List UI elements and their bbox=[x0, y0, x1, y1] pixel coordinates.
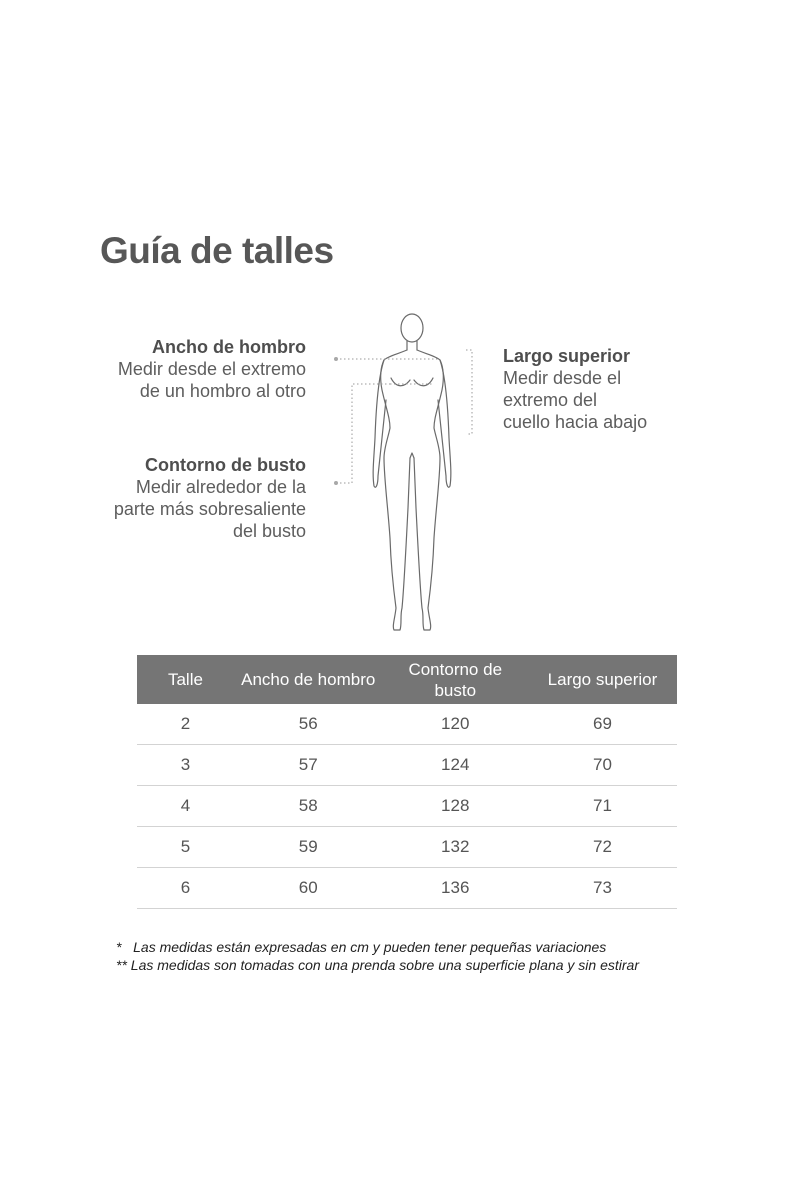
bust-text-line: Medir alrededor de la bbox=[135, 477, 306, 497]
cell-bust: 132 bbox=[383, 827, 528, 868]
cell-size: 4 bbox=[137, 786, 234, 827]
page-title: Guía de talles bbox=[100, 230, 334, 271]
cell-bust: 136 bbox=[383, 868, 528, 909]
footnote: ** Las medidas son tomadas con una prenda sobre una superficie plana y sin estirar bbox=[116, 957, 639, 973]
top-length-text-line: extremo del bbox=[503, 390, 598, 410]
footnotes bbox=[116, 938, 639, 974]
header-top-length: Largo superior bbox=[528, 655, 677, 704]
bust-text-line: del busto bbox=[232, 521, 306, 541]
table-row bbox=[137, 704, 677, 745]
bust-text-line: parte más sobresaliente bbox=[113, 499, 306, 519]
table-row bbox=[137, 786, 677, 827]
figure-head bbox=[401, 314, 423, 342]
top-length-text-line: Medir desde el bbox=[503, 368, 622, 388]
header-size: Talle bbox=[137, 655, 234, 704]
cell-top-length: 70 bbox=[528, 745, 677, 786]
cell-size: 2 bbox=[137, 704, 234, 745]
shoulder-width-text-line: Medir desde el extremo bbox=[117, 359, 306, 379]
cell-bust: 128 bbox=[383, 786, 528, 827]
shoulder-measure-dot bbox=[334, 357, 338, 361]
header-shoulder-width: Ancho de hombro bbox=[234, 655, 383, 704]
cell-bust: 124 bbox=[383, 745, 528, 786]
length-bracket-line bbox=[466, 350, 472, 434]
cell-size: 5 bbox=[137, 827, 234, 868]
cell-size: 3 bbox=[137, 745, 234, 786]
shoulder-width-annotation bbox=[60, 336, 306, 402]
table-header-row bbox=[137, 655, 677, 704]
top-length-heading: Largo superior bbox=[503, 346, 631, 366]
cell-shoulder-width: 57 bbox=[234, 745, 383, 786]
cell-shoulder-width: 60 bbox=[234, 868, 383, 909]
figure-body-left bbox=[381, 350, 410, 630]
cell-bust: 120 bbox=[383, 704, 528, 745]
top-length-text-line: cuello hacia abajo bbox=[503, 412, 648, 432]
cell-shoulder-width: 58 bbox=[234, 786, 383, 827]
cell-top-length: 72 bbox=[528, 827, 677, 868]
figure-inner-leg bbox=[410, 453, 414, 458]
table-row bbox=[137, 827, 677, 868]
table-row bbox=[137, 868, 677, 909]
body-measurement-figure bbox=[328, 308, 478, 638]
cell-size: 6 bbox=[137, 868, 234, 909]
figure-bust-curve bbox=[391, 378, 433, 386]
top-length-annotation bbox=[503, 345, 703, 433]
cell-shoulder-width: 59 bbox=[234, 827, 383, 868]
bust-measure-dot bbox=[334, 481, 338, 485]
cell-shoulder-width: 56 bbox=[234, 704, 383, 745]
header-bust: Contorno de busto bbox=[383, 655, 528, 704]
cell-top-length: 69 bbox=[528, 704, 677, 745]
table-row bbox=[137, 745, 677, 786]
cell-top-length: 73 bbox=[528, 868, 677, 909]
cell-top-length: 71 bbox=[528, 786, 677, 827]
figure-body-right bbox=[414, 350, 443, 630]
bust-heading: Contorno de busto bbox=[145, 455, 306, 475]
bust-annotation bbox=[60, 454, 306, 542]
footnote: * Las medidas están expresadas en cm y pueden tener pequeñas variaciones bbox=[116, 939, 607, 955]
shoulder-width-heading: Ancho de hombro bbox=[152, 337, 306, 357]
size-table bbox=[137, 655, 677, 909]
shoulder-width-text-line: de un hombro al otro bbox=[139, 381, 306, 401]
